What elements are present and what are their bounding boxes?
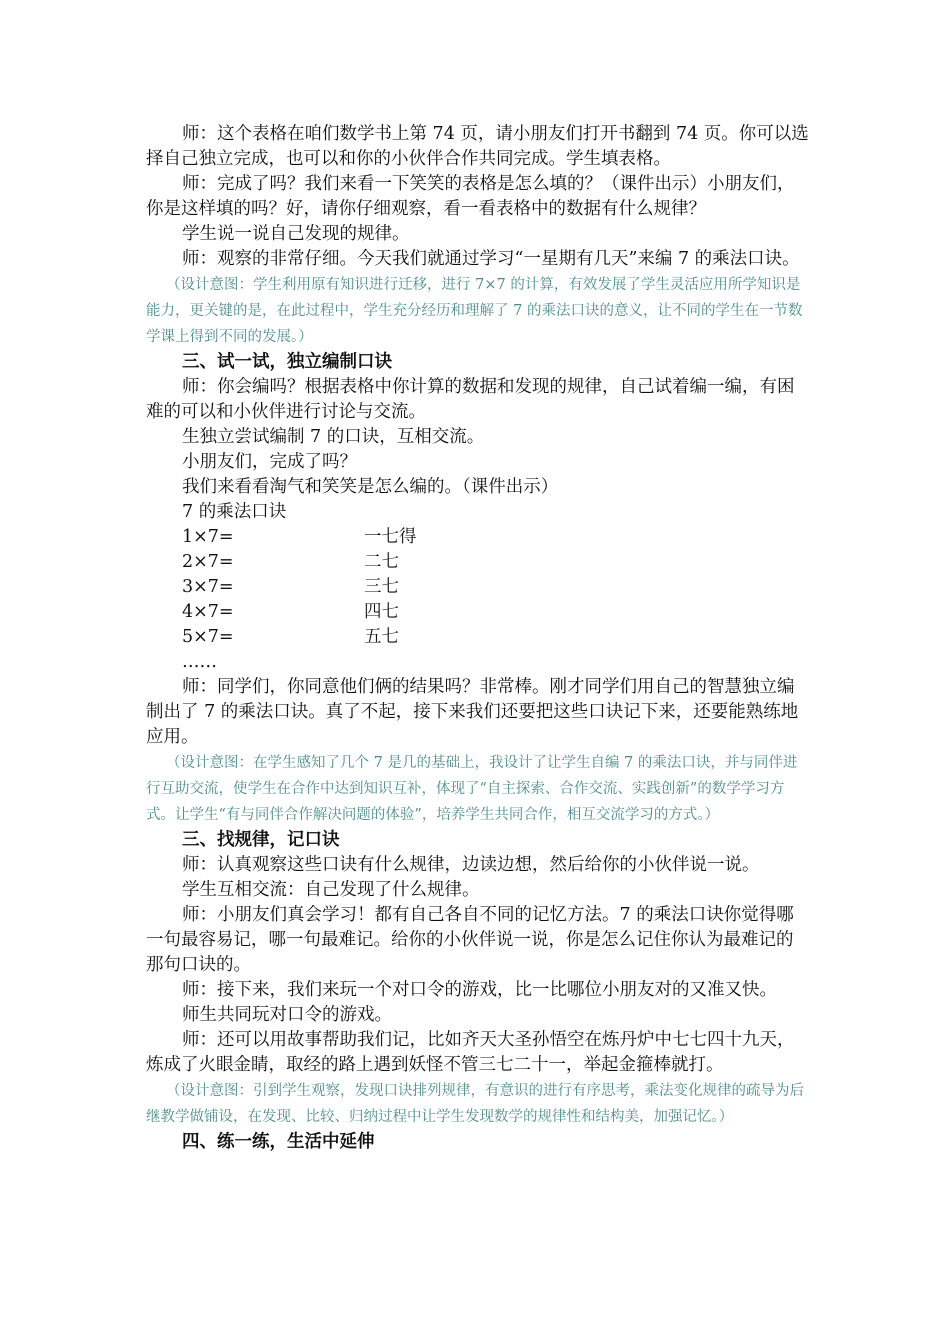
table-verse: 一七得 — [364, 527, 417, 547]
design-note: （设计意图：在学生感知了几个 7 是几的基础上，我设计了让学生自编 7 的乘法口诀，并与同伴进行互助交流，使学生在合作中达到知识互补，体现了“自主探索、合作交流、实践创新”的数学学习方式。让学生“有与同伴合作解决问题的体验”，培养学生共同合作，相互交流学习的方式。） — [146, 755, 798, 823]
paragraph: 我们来看看淘气和笑笑是怎么编的。（课件出示） — [182, 477, 559, 497]
paragraph: 师：观察的非常仔细。今天我们就通过学习“一星期有几天”来编 7 的乘法口诀。 — [182, 249, 800, 269]
table-row — [182, 600, 810, 625]
table-expression: 3×7= — [182, 577, 234, 597]
paragraph: 师：还可以用故事帮助我们记，比如齐天大圣孙悟空在炼丹炉中七七四十九天，炼成了火眼金睛，取经的路上遇到妖怪不管三七二十一，举起金箍棒就打。 — [146, 1030, 795, 1075]
paragraph: 师：这个表格在咱们数学书上第 74 页，请小朋友们打开书翻到 74 页。你可以选择自己独立完成，也可以和你的小伙伴合作共同完成。学生填表格。 — [146, 124, 809, 169]
table-row — [182, 550, 810, 575]
paragraph: 师：完成了吗？我们来看一下笑笑的表格是怎么填的？（课件出示）小朋友们，你是这样填的吗？好，请你仔细观察，看一看表格中的数据有什么规律？ — [146, 174, 795, 219]
table-expression: 5×7= — [182, 627, 234, 647]
table-expression: 2×7= — [182, 552, 234, 572]
table-title: 7 的乘法口诀 — [182, 502, 287, 522]
document-page — [146, 122, 810, 1155]
table-expression: 1×7= — [182, 527, 234, 547]
paragraph: 生独立尝试编制 7 的口诀，互相交流。 — [182, 427, 485, 447]
table-verse: 三七 — [364, 577, 399, 597]
paragraph: 师：小朋友们真会学习！都有自己各自不同的记忆方法。7 的乘法口诀你觉得哪一句最容易记，哪一句最难记。给你的小伙伴说一说，你是怎么记住你认为最难记的那句口诀的。 — [146, 905, 794, 975]
paragraph: 小朋友们，完成了吗？ — [182, 452, 357, 472]
design-note: （设计意图：学生利用原有知识进行迁移，进行 7×7 的计算，有效发展了学生灵活应用所学知识是能力，更关键的是，在此过程中，学生充分经历和理解了 7 的乘法口诀的意义，让不同的学生在一节数学课上得到不同的发展。） — [146, 277, 803, 345]
paragraph: 师：认真观察这些口诀有什么规律，边读边想，然后给你的小伙伴说一说。 — [182, 855, 760, 875]
table-row — [182, 525, 810, 550]
table-verse: 四七 — [364, 602, 399, 622]
section-heading: 四、练一练，生活中延伸 — [182, 1132, 375, 1152]
paragraph: 学生说一说自己发现的规律。 — [182, 224, 410, 244]
design-note: （设计意图：引到学生观察，发现口诀排列规律，有意识的进行有序思考，乘法变化规律的疏导为后继教学做铺设，在发现、比较、归纳过程中让学生发现数学的规律性和结构美，加强记忆。） — [146, 1083, 804, 1125]
table-row — [182, 575, 810, 600]
section-heading: 三、找规律，记口诀 — [182, 830, 340, 850]
table-expression: 4×7= — [182, 602, 234, 622]
multiplication-table — [146, 525, 810, 650]
paragraph: 师：同学们，你同意他们俩的结果吗？非常棒。刚才同学们用自己的智慧独立编制出了 7 的乘法口诀。真了不起，接下来我们还要把这些口诀记下来，还要能熟练地应用。 — [146, 677, 799, 747]
paragraph: 学生互相交流：自己发现了什么规律。 — [182, 880, 480, 900]
table-row — [182, 625, 810, 650]
paragraph: 师：你会编吗？根据表格中你计算的数据和发现的规律，自己试着编一编，有困难的可以和小伙伴进行讨论与交流。 — [146, 377, 795, 422]
ellipsis: …… — [182, 652, 217, 672]
paragraph: 师生共同玩对口令的游戏。 — [182, 1005, 392, 1025]
table-verse: 五七 — [364, 627, 399, 647]
section-heading: 三、试一试，独立编制口诀 — [182, 352, 392, 372]
paragraph: 师：接下来，我们来玩一个对口令的游戏，比一比哪位小朋友对的又准又快。 — [182, 980, 777, 1000]
table-verse: 二七 — [364, 552, 399, 572]
